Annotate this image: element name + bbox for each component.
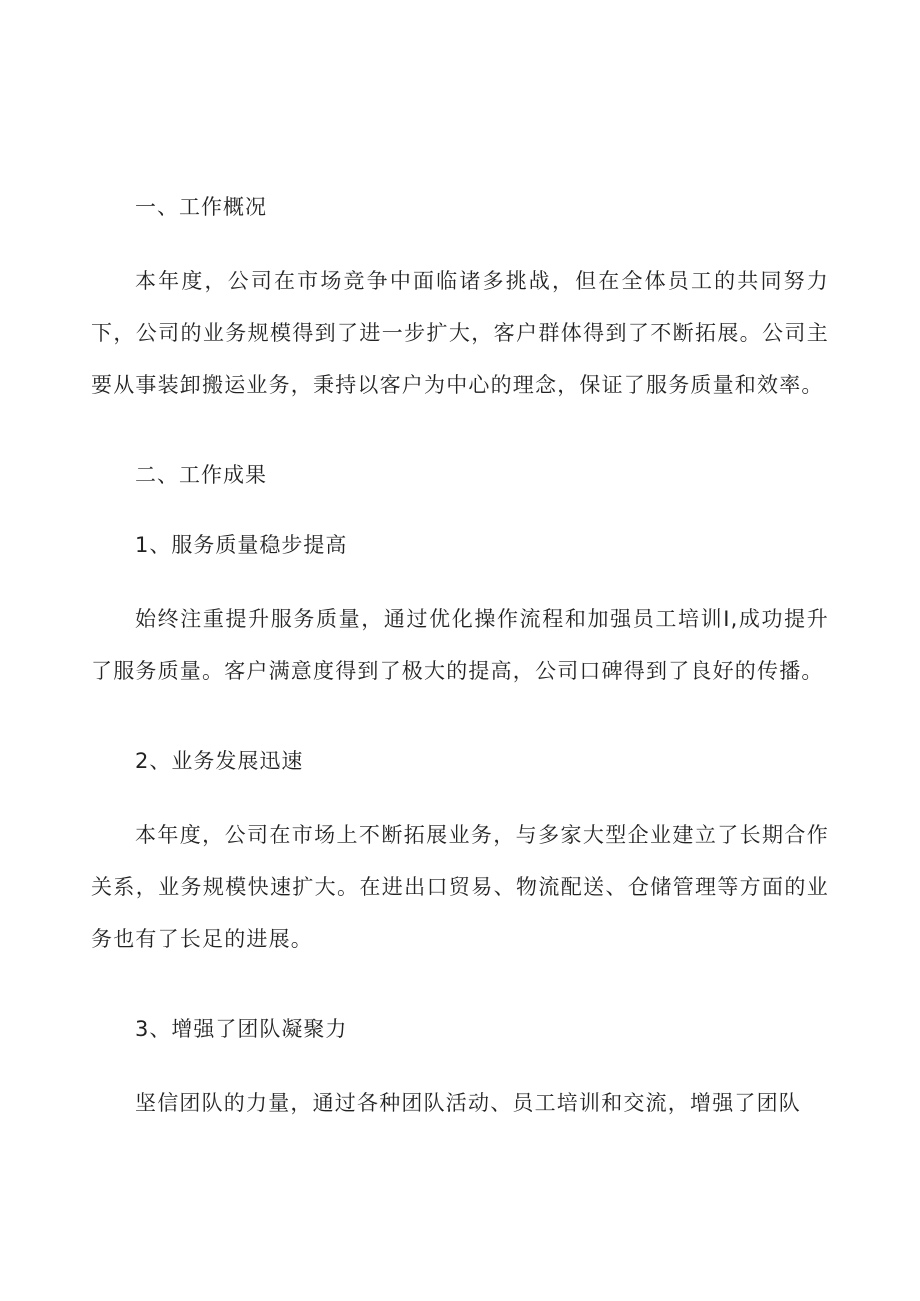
result-item-3-title: 3、增强了团队凝聚力 xyxy=(135,1017,348,1041)
result-item-1-paragraph: 始终注重提升服务质量，通过优化操作流程和加强员工培训I,成功提升了服务质量。客户满意度得到了极大的提高，公司口碑得到了良好的传播。 xyxy=(91,607,829,683)
result-item-3-paragraph: 坚信团队的力量，通过各种团队活动、员工培训和交流，增强了团队 xyxy=(135,1091,801,1115)
result-item-1-title: 1、服务质量稳步提高 xyxy=(135,533,348,557)
result-item-2-title: 2、业务发展迅速 xyxy=(135,749,304,773)
result-item-2-paragraph: 本年度，公司在市场上不断拓展业务，与多家大型企业建立了长期合作关系，业务规模快速扩大。在进出口贸易、物流配送、仓储管理等方面的业务也有了长足的进展。 xyxy=(91,823,829,951)
section-heading-results: 二、工作成果 xyxy=(135,463,267,487)
document-body xyxy=(91,192,829,1129)
section-heading-overview: 一、工作概况 xyxy=(135,195,267,219)
overview-paragraph: 本年度，公司在市场竞争中面临诸多挑战，但在全体员工的共同努力下，公司的业务规模得到了进一步扩大，客户群体得到了不断拓展。公司主要从事装卸搬运业务，秉持以客户为中心的理念，保证了服务质量和效率。 xyxy=(91,269,829,397)
